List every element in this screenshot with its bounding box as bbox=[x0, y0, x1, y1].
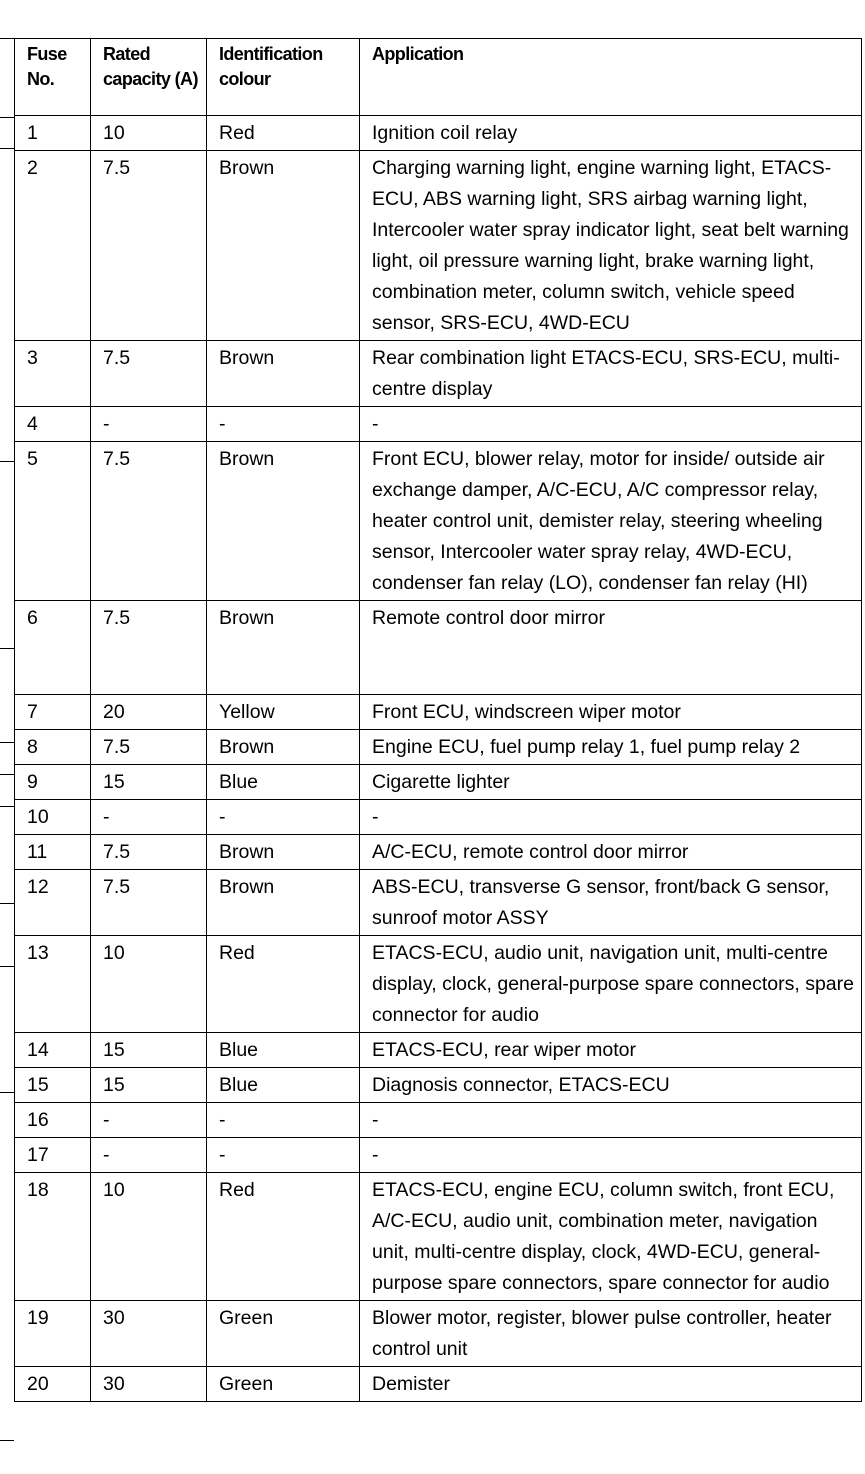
rated-capacity-cell: 7.5 bbox=[91, 442, 207, 601]
rated-capacity-cell: 7.5 bbox=[91, 601, 207, 695]
fuse-number-cell: 14 bbox=[15, 1033, 91, 1068]
table-row bbox=[15, 442, 862, 601]
identification-colour-cell: Blue bbox=[207, 1068, 360, 1103]
table-header-row bbox=[15, 39, 862, 116]
table-row bbox=[15, 116, 862, 151]
fuse-number-cell: 4 bbox=[15, 407, 91, 442]
fuse-number-cell: 12 bbox=[15, 870, 91, 936]
identification-colour-cell: Brown bbox=[207, 870, 360, 936]
application-cell: ETACS-ECU, engine ECU, column switch, front ECU, A/C-ECU, audio unit, combination meter, navigation unit, multi-centre display, clock, 4WD-ECU, general-purpose spare connectors, spare connector for audio bbox=[360, 1173, 862, 1301]
edge-tick bbox=[0, 38, 14, 39]
table-row bbox=[15, 835, 862, 870]
table-row bbox=[15, 1138, 862, 1173]
rated-capacity-cell: - bbox=[91, 1103, 207, 1138]
fuse-number-cell: 11 bbox=[15, 835, 91, 870]
fuse-number-cell: 20 bbox=[15, 1367, 91, 1402]
application-cell: ETACS-ECU, audio unit, navigation unit, multi-centre display, clock, general-purpose spare connectors, spare connector for audio bbox=[360, 936, 862, 1033]
rated-capacity-cell: 10 bbox=[91, 936, 207, 1033]
rated-capacity-cell: 10 bbox=[91, 116, 207, 151]
application-cell: - bbox=[360, 407, 862, 442]
edge-tick bbox=[0, 1440, 14, 1441]
identification-colour-cell: Brown bbox=[207, 442, 360, 601]
table-row bbox=[15, 870, 862, 936]
application-cell: ABS-ECU, transverse G sensor, front/back G sensor, sunroof motor ASSY bbox=[360, 870, 862, 936]
table-row bbox=[15, 800, 862, 835]
header-fuse-no: Fuse No. bbox=[15, 39, 91, 116]
application-cell: Front ECU, blower relay, motor for inside/ outside air exchange damper, A/C-ECU, A/C compressor relay, heater control unit, demister relay, steering wheeling sensor, Intercooler water spray relay, 4WD-ECU, condenser fan relay (LO), condenser fan relay (HI) bbox=[360, 442, 862, 601]
rated-capacity-cell: - bbox=[91, 800, 207, 835]
rated-capacity-cell: 20 bbox=[91, 695, 207, 730]
edge-tick bbox=[0, 742, 14, 743]
identification-colour-cell: Green bbox=[207, 1301, 360, 1367]
identification-colour-cell: Blue bbox=[207, 1033, 360, 1068]
rated-capacity-cell: 10 bbox=[91, 1173, 207, 1301]
table-row bbox=[15, 1068, 862, 1103]
fuse-table bbox=[14, 38, 862, 1402]
fuse-number-cell: 5 bbox=[15, 442, 91, 601]
application-cell: Cigarette lighter bbox=[360, 765, 862, 800]
rated-capacity-cell: 15 bbox=[91, 765, 207, 800]
identification-colour-cell: - bbox=[207, 407, 360, 442]
edge-tick bbox=[0, 966, 14, 967]
table-row bbox=[15, 936, 862, 1033]
identification-colour-cell: Red bbox=[207, 116, 360, 151]
table-row bbox=[15, 1033, 862, 1068]
application-cell: ETACS-ECU, rear wiper motor bbox=[360, 1033, 862, 1068]
rated-capacity-cell: 7.5 bbox=[91, 151, 207, 341]
application-cell: Blower motor, register, blower pulse controller, heater control unit bbox=[360, 1301, 862, 1367]
table-row bbox=[15, 151, 862, 341]
fuse-number-cell: 3 bbox=[15, 341, 91, 407]
edge-tick bbox=[0, 148, 14, 149]
rated-capacity-cell: 7.5 bbox=[91, 341, 207, 407]
application-cell: Charging warning light, engine warning light, ETACS-ECU, ABS warning light, SRS airbag warning light, Intercooler water spray indicator light, seat belt warning light, oil pressure warning light, brake warning light, combination meter, column switch, vehicle speed sensor, SRS-ECU, 4WD-ECU bbox=[360, 151, 862, 341]
fuse-number-cell: 8 bbox=[15, 730, 91, 765]
application-cell: A/C-ECU, remote control door mirror bbox=[360, 835, 862, 870]
rated-capacity-cell: 7.5 bbox=[91, 835, 207, 870]
rated-capacity-cell: 30 bbox=[91, 1301, 207, 1367]
identification-colour-cell: - bbox=[207, 800, 360, 835]
fuse-number-cell: 6 bbox=[15, 601, 91, 695]
identification-colour-cell: Yellow bbox=[207, 695, 360, 730]
fuse-number-cell: 2 bbox=[15, 151, 91, 341]
fuse-number-cell: 10 bbox=[15, 800, 91, 835]
identification-colour-cell: - bbox=[207, 1103, 360, 1138]
table-row bbox=[15, 407, 862, 442]
identification-colour-cell: Red bbox=[207, 936, 360, 1033]
header-application: Application bbox=[360, 39, 862, 116]
table-row bbox=[15, 695, 862, 730]
table-row bbox=[15, 765, 862, 800]
identification-colour-cell: Brown bbox=[207, 730, 360, 765]
application-cell: - bbox=[360, 1138, 862, 1173]
identification-colour-cell: Brown bbox=[207, 835, 360, 870]
identification-colour-cell: Brown bbox=[207, 601, 360, 695]
edge-tick bbox=[0, 774, 14, 775]
fuse-number-cell: 17 bbox=[15, 1138, 91, 1173]
table-row bbox=[15, 601, 862, 695]
fuse-number-cell: 18 bbox=[15, 1173, 91, 1301]
edge-tick bbox=[0, 806, 14, 807]
table-row bbox=[15, 1103, 862, 1138]
fuse-number-cell: 1 bbox=[15, 116, 91, 151]
identification-colour-cell: Blue bbox=[207, 765, 360, 800]
identification-colour-cell: Green bbox=[207, 1367, 360, 1402]
edge-tick bbox=[0, 1092, 14, 1093]
table-row bbox=[15, 730, 862, 765]
application-cell: Diagnosis connector, ETACS-ECU bbox=[360, 1068, 862, 1103]
rated-capacity-cell: 7.5 bbox=[91, 870, 207, 936]
rated-capacity-cell: 15 bbox=[91, 1068, 207, 1103]
identification-colour-cell: Red bbox=[207, 1173, 360, 1301]
identification-colour-cell: Brown bbox=[207, 341, 360, 407]
fuse-number-cell: 19 bbox=[15, 1301, 91, 1367]
fuse-number-cell: 13 bbox=[15, 936, 91, 1033]
fuse-number-cell: 9 bbox=[15, 765, 91, 800]
rated-capacity-cell: 15 bbox=[91, 1033, 207, 1068]
header-identification-colour: Identification colour bbox=[207, 39, 360, 116]
header-rated-capacity: Rated capacity (A) bbox=[91, 39, 207, 116]
application-cell: Remote control door mirror bbox=[360, 601, 862, 695]
application-cell: - bbox=[360, 800, 862, 835]
application-cell: Engine ECU, fuel pump relay 1, fuel pump relay 2 bbox=[360, 730, 862, 765]
application-cell: Ignition coil relay bbox=[360, 116, 862, 151]
edge-tick bbox=[0, 461, 14, 462]
application-cell: - bbox=[360, 1103, 862, 1138]
identification-colour-cell: Brown bbox=[207, 151, 360, 341]
rated-capacity-cell: 7.5 bbox=[91, 730, 207, 765]
edge-tick bbox=[0, 117, 14, 118]
edge-tick bbox=[0, 903, 14, 904]
table-row bbox=[15, 1367, 862, 1402]
table-row bbox=[15, 1301, 862, 1367]
rated-capacity-cell: 30 bbox=[91, 1367, 207, 1402]
fuse-number-cell: 15 bbox=[15, 1068, 91, 1103]
edge-tick bbox=[0, 648, 14, 649]
table-row bbox=[15, 341, 862, 407]
application-cell: Rear combination light ETACS-ECU, SRS-ECU, multi-centre display bbox=[360, 341, 862, 407]
rated-capacity-cell: - bbox=[91, 407, 207, 442]
rated-capacity-cell: - bbox=[91, 1138, 207, 1173]
table-body bbox=[15, 116, 862, 1402]
fuse-number-cell: 16 bbox=[15, 1103, 91, 1138]
identification-colour-cell: - bbox=[207, 1138, 360, 1173]
application-cell: Demister bbox=[360, 1367, 862, 1402]
fuse-number-cell: 7 bbox=[15, 695, 91, 730]
application-cell: Front ECU, windscreen wiper motor bbox=[360, 695, 862, 730]
table-row bbox=[15, 1173, 862, 1301]
